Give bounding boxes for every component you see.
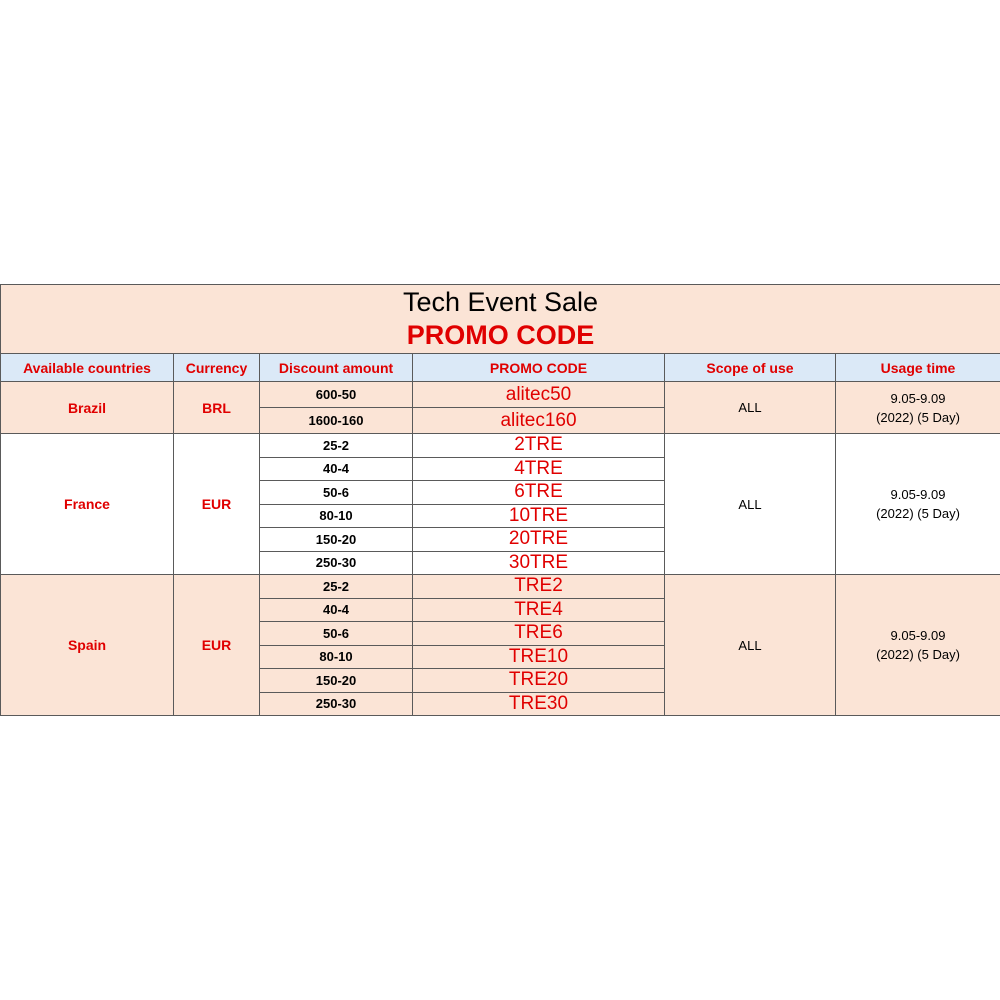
discount-amount-cell: 250-30 bbox=[260, 551, 413, 575]
promo-code-table bbox=[0, 284, 1000, 716]
usage-dates: 9.05-9.09 bbox=[890, 390, 946, 406]
header-discount-amount: Discount amount bbox=[260, 354, 413, 382]
country-cell: France bbox=[1, 434, 174, 575]
promo-code-cell: TRE20 bbox=[413, 669, 665, 693]
currency-cell: BRL bbox=[174, 382, 260, 434]
header-promo-code: PROMO CODE bbox=[413, 354, 665, 382]
usage-duration: (2022) (5 Day) bbox=[876, 647, 960, 662]
discount-amount-cell: 50-6 bbox=[260, 481, 413, 505]
table-row bbox=[1, 434, 1000, 458]
header-available-countries: Available countries bbox=[1, 354, 174, 382]
promo-code-cell: 10TRE bbox=[413, 504, 665, 528]
usage-duration: (2022) (5 Day) bbox=[876, 506, 960, 521]
page-title: Tech Event Sale bbox=[402, 287, 599, 317]
header-scope-of-use: Scope of use bbox=[665, 354, 836, 382]
discount-amount-cell: 40-4 bbox=[260, 457, 413, 481]
promo-code-cell: TRE4 bbox=[413, 598, 665, 622]
discount-amount-cell: 25-2 bbox=[260, 575, 413, 599]
discount-amount-cell: 25-2 bbox=[260, 434, 413, 458]
page-subtitle: PROMO CODE bbox=[406, 320, 595, 350]
discount-amount-cell: 150-20 bbox=[260, 669, 413, 693]
discount-amount-cell: 250-30 bbox=[260, 692, 413, 716]
header-currency: Currency bbox=[174, 354, 260, 382]
discount-amount-cell: 1600-160 bbox=[260, 408, 413, 434]
discount-amount-cell: 80-10 bbox=[260, 504, 413, 528]
scope-cell: ALL bbox=[665, 575, 836, 716]
usage-dates: 9.05-9.09 bbox=[890, 487, 946, 502]
usage-time-cell bbox=[836, 382, 1000, 434]
discount-amount-cell: 150-20 bbox=[260, 528, 413, 552]
promo-code-cell: 30TRE bbox=[413, 551, 665, 575]
title-banner bbox=[1, 285, 1000, 354]
discount-amount-cell: 50-6 bbox=[260, 622, 413, 646]
country-cell: Brazil bbox=[1, 382, 174, 434]
header-usage-time: Usage time bbox=[836, 354, 1000, 382]
currency-cell: EUR bbox=[174, 434, 260, 575]
promo-code-cell: 20TRE bbox=[413, 528, 665, 552]
promo-code-cell: TRE6 bbox=[413, 622, 665, 646]
promo-code-cell: TRE30 bbox=[413, 692, 665, 716]
country-cell: Spain bbox=[1, 575, 174, 716]
promo-code-cell: 2TRE bbox=[413, 434, 665, 458]
usage-time-cell bbox=[836, 575, 1000, 716]
scope-cell: ALL bbox=[665, 382, 836, 434]
discount-amount-cell: 80-10 bbox=[260, 645, 413, 669]
usage-time-cell bbox=[836, 434, 1000, 575]
usage-dates: 9.05-9.09 bbox=[890, 628, 946, 643]
table-row bbox=[1, 575, 1000, 599]
promo-code-cell: alitec50 bbox=[413, 382, 665, 408]
promo-code-cell: alitec160 bbox=[413, 408, 665, 434]
discount-amount-cell: 40-4 bbox=[260, 598, 413, 622]
promo-code-cell: TRE10 bbox=[413, 645, 665, 669]
promo-code-cell: TRE2 bbox=[413, 575, 665, 599]
promo-code-cell: 4TRE bbox=[413, 457, 665, 481]
scope-cell: ALL bbox=[665, 434, 836, 575]
currency-cell: EUR bbox=[174, 575, 260, 716]
discount-amount-cell: 600-50 bbox=[260, 382, 413, 408]
usage-duration: (2022) (5 Day) bbox=[876, 409, 960, 425]
header-row bbox=[1, 354, 1000, 382]
promo-code-cell: 6TRE bbox=[413, 481, 665, 505]
table-row bbox=[1, 382, 1000, 408]
